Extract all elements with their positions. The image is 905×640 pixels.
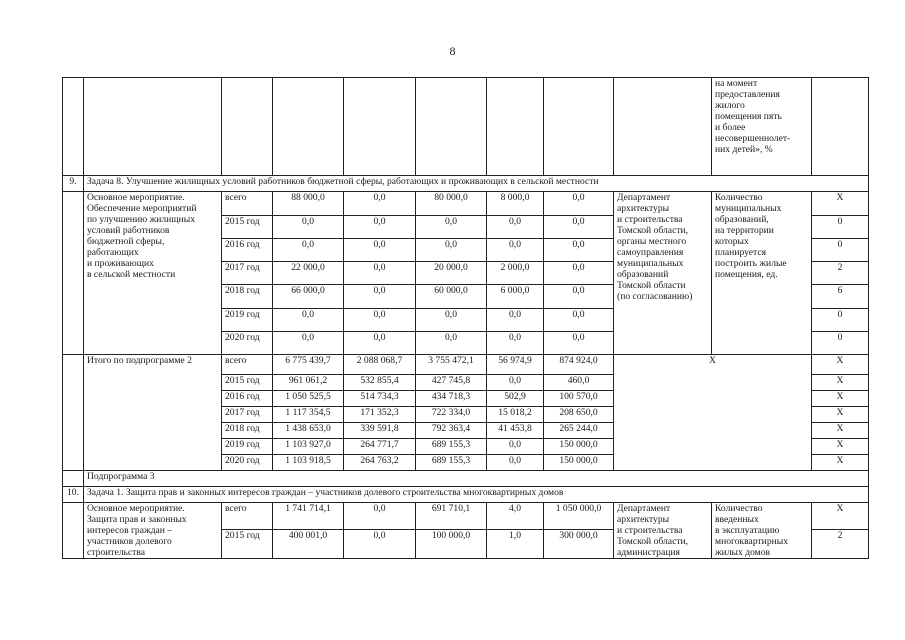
extra-cell: 874 924,0 [544,355,614,375]
extra-cell: 460,0 [544,375,614,391]
indicator-value: X [812,439,869,455]
regional-cell: 691 710,1 [416,503,487,530]
extra-cell: 150 000,0 [544,439,614,455]
year-cell: 2015 год [222,375,273,391]
total-cell: 0,0 [273,332,344,355]
row-number: 10. [63,487,84,503]
regional-cell: 689 155,3 [416,439,487,455]
extra-cell: 100 570,0 [544,391,614,407]
federal-cell: 2 088 068,7 [344,355,416,375]
section-header-row [63,176,869,192]
indicator-value: 2 [812,262,869,285]
page-number: 8 [449,44,456,58]
indicator-value: X [812,375,869,391]
section-title: Задача 1. Защита прав и законных интересов граждан – участников долевого строительства многоквартирных домов [84,487,869,503]
local-cell: 502,9 [487,391,544,407]
year-cell: всего [222,192,273,216]
regional-cell: 689 155,3 [416,455,487,471]
local-cell: 0,0 [487,309,544,332]
year-cell: 2015 год [222,530,273,559]
subtotal-indicator: X [614,355,812,471]
indicator-text: Количество муниципальных образований, на территории которых планируется построить жилые помещения, ед. [712,192,812,355]
extra-cell: 0,0 [544,285,614,309]
federal-cell: 514 734,3 [344,391,416,407]
indicator-value: X [812,391,869,407]
year-cell: всего [222,503,273,530]
indicator-value: X [812,407,869,423]
local-cell: 0,0 [487,332,544,355]
year-cell: 2019 год [222,439,273,455]
local-cell: 41 453,8 [487,423,544,439]
local-cell: 0,0 [487,455,544,471]
budget-table [62,77,869,559]
total-cell: 0,0 [273,216,344,239]
year-cell: 2020 год [222,455,273,471]
local-cell: 8 000,0 [487,192,544,216]
year-cell: 2017 год [222,407,273,423]
extra-cell: 150 000,0 [544,455,614,471]
regional-cell: 0,0 [416,332,487,355]
regional-cell: 722 334,0 [416,407,487,423]
local-cell: 15 018,2 [487,407,544,423]
federal-cell: 0,0 [344,239,416,262]
federal-cell: 0,0 [344,332,416,355]
total-cell: 0,0 [273,309,344,332]
extra-cell: 0,0 [544,332,614,355]
regional-cell: 0,0 [416,216,487,239]
year-cell: 2018 год [222,285,273,309]
row-number-empty [63,192,84,355]
indicator-value: 6 [812,285,869,309]
year-cell: 2015 год [222,216,273,239]
local-cell: 2 000,0 [487,262,544,285]
federal-cell: 0,0 [344,503,416,530]
indicator-value: 0 [812,309,869,332]
continued-row [63,78,869,176]
extra-cell: 0,0 [544,309,614,332]
indicator-value: X [812,423,869,439]
indicator-value: X [812,503,869,530]
continued-indicator-text: на момент предоставления жилого помещения пять и более несовершеннолет- них детей», % [712,78,812,176]
extra-cell: 0,0 [544,192,614,216]
federal-cell: 0,0 [344,192,416,216]
row-number-empty [63,471,84,487]
regional-cell: 60 000,0 [416,285,487,309]
total-cell: 0,0 [273,239,344,262]
extra-cell: 300 000,0 [544,530,614,559]
total-cell: 88 000,0 [273,192,344,216]
regional-cell: 434 718,3 [416,391,487,407]
executor-text: Департамент архитектуры и строительства Томской области, администрация [614,503,712,559]
measure-text: Основное мероприятие. Обеспечение мероприятий по улучшению жилищных условий работников бюджетной сферы, работающих и проживающих в сельской местности [84,192,222,355]
federal-cell: 0,0 [344,285,416,309]
federal-cell: 532 855,4 [344,375,416,391]
total-cell: 1 741 714,1 [273,503,344,530]
total-cell: 66 000,0 [273,285,344,309]
total-cell: 6 775 439,7 [273,355,344,375]
local-cell: 0,0 [487,239,544,262]
extra-cell: 0,0 [544,216,614,239]
federal-cell: 0,0 [344,309,416,332]
table-row [63,503,869,530]
extra-cell: 208 650,0 [544,407,614,423]
local-cell: 0,0 [487,439,544,455]
local-cell: 0,0 [487,216,544,239]
section-header-row [63,487,869,503]
total-cell: 400 001,0 [273,530,344,559]
indicator-value: X [812,455,869,471]
extra-cell: 265 244,0 [544,423,614,439]
indicator-text: Количество введенных в эксплуатацию многоквартирных жилых домов [712,503,812,559]
executor-text: Департамент архитектуры и строительства Томской области, органы местного самоуправления муниципальных образований Томской области (по согласованию) [614,192,712,355]
local-cell: 1,0 [487,530,544,559]
total-cell: 1 438 653,0 [273,423,344,439]
local-cell: 56 974,9 [487,355,544,375]
indicator-value: 0 [812,239,869,262]
regional-cell: 100 000,0 [416,530,487,559]
federal-cell: 339 591,8 [344,423,416,439]
local-cell: 6 000,0 [487,285,544,309]
extra-cell: 1 050 000,0 [544,503,614,530]
subtotal-label: Итого по подпрограмме 2 [84,355,222,471]
local-cell: 0,0 [487,375,544,391]
regional-cell: 0,0 [416,309,487,332]
federal-cell: 171 352,3 [344,407,416,423]
regional-cell: 0,0 [416,239,487,262]
indicator-value: 0 [812,216,869,239]
year-cell: всего [222,355,273,375]
federal-cell: 0,0 [344,262,416,285]
total-cell: 1 103 927,0 [273,439,344,455]
year-cell: 2017 год [222,262,273,285]
extra-cell: 0,0 [544,262,614,285]
year-cell: 2019 год [222,309,273,332]
subprogram-title: Подпрограмма 3 [84,471,869,487]
regional-cell: 20 000,0 [416,262,487,285]
row-number-empty [63,503,84,559]
indicator-value: 0 [812,332,869,355]
federal-cell: 0,0 [344,530,416,559]
section-title: Задача 8. Улучшение жилищных условий работников бюджетной сферы, работающих и проживающих в сельской местности [84,176,869,192]
federal-cell: 264 763,2 [344,455,416,471]
row-number: 9. [63,176,84,192]
total-cell: 1 117 354,5 [273,407,344,423]
subtotal-row [63,355,869,375]
regional-cell: 80 000,0 [416,192,487,216]
year-cell: 2018 год [222,423,273,439]
local-cell: 4,0 [487,503,544,530]
regional-cell: 792 363,4 [416,423,487,439]
regional-cell: 427 745,8 [416,375,487,391]
subprogram-row [63,471,869,487]
total-cell: 22 000,0 [273,262,344,285]
total-cell: 1 050 525,5 [273,391,344,407]
year-cell: 2016 год [222,239,273,262]
extra-cell: 0,0 [544,239,614,262]
regional-cell: 3 755 472,1 [416,355,487,375]
indicator-value: 2 [812,530,869,559]
indicator-value: X [812,192,869,216]
federal-cell: 264 771,7 [344,439,416,455]
federal-cell: 0,0 [344,216,416,239]
indicator-value: X [812,355,869,375]
table-row [63,192,869,216]
year-cell: 2020 год [222,332,273,355]
measure-text: Основное мероприятие. Защита прав и законных интересов граждан – участников долевого строительства [84,503,222,559]
year-cell: 2016 год [222,391,273,407]
row-number-empty [63,355,84,471]
total-cell: 961 061,2 [273,375,344,391]
total-cell: 1 103 918,5 [273,455,344,471]
